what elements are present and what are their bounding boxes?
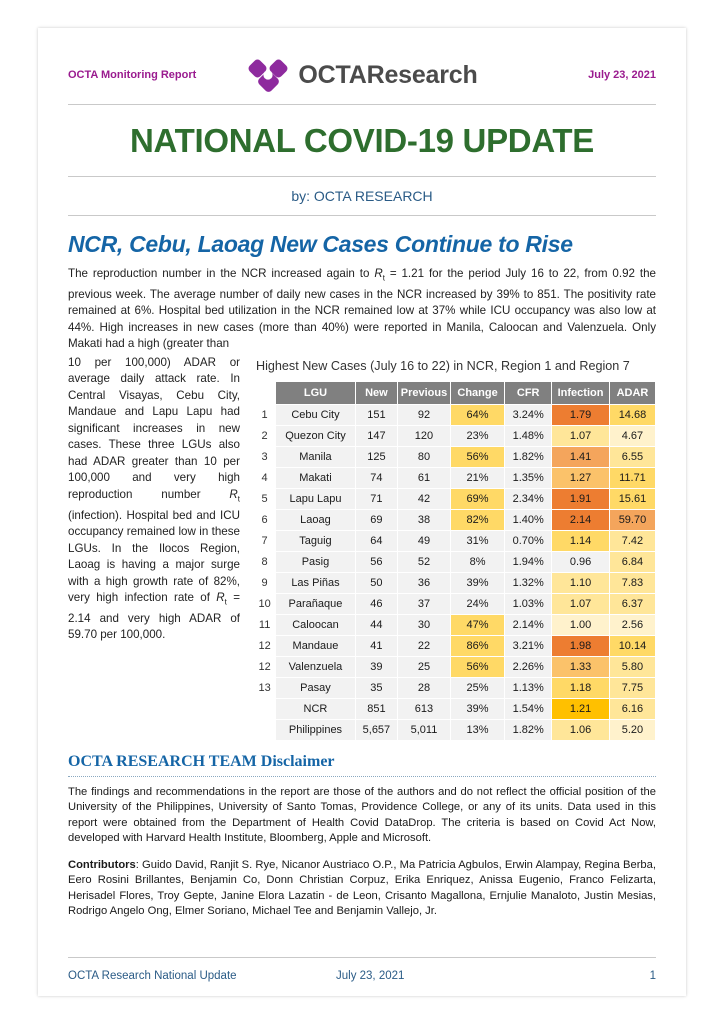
cell-infection: 1.91 — [552, 488, 610, 509]
row-index: 9 — [254, 572, 276, 593]
cell-change: 69% — [450, 488, 504, 509]
cell-previous: 42 — [398, 488, 451, 509]
table-row[interactable] — [254, 404, 656, 425]
cell-change: 25% — [450, 677, 504, 698]
cell-change: 8% — [450, 551, 504, 572]
cell-infection: 1.06 — [552, 719, 610, 740]
cell-previous: 5,011 — [398, 719, 451, 740]
table-header-lgu: LGU — [276, 381, 356, 404]
table-header-row — [254, 381, 656, 404]
table-row[interactable] — [254, 614, 656, 635]
cell-cfr: 1.35% — [505, 467, 552, 488]
cell-infection: 1.00 — [552, 614, 610, 635]
cell-change: 23% — [450, 425, 504, 446]
row-index: 10 — [254, 593, 276, 614]
table-header-adar: ADAR — [609, 381, 655, 404]
table-row[interactable] — [254, 593, 656, 614]
row-index — [254, 698, 276, 719]
cell-cfr: 1.48% — [505, 425, 552, 446]
article-headline: NCR, Cebu, Laoag New Cases Continue to Rise — [68, 231, 573, 257]
cell-adar: 7.75 — [609, 677, 655, 698]
table-row[interactable] — [254, 698, 656, 719]
cell-lgu: NCR — [276, 698, 356, 719]
cell-cfr: 0.70% — [505, 530, 552, 551]
cell-new: 64 — [355, 530, 397, 551]
cell-lgu: Philippines — [276, 719, 356, 740]
table-row[interactable] — [254, 509, 656, 530]
cell-infection: 2.14 — [552, 509, 610, 530]
article-intro-text: The reproduction number in the NCR increased again to $R_t = 1.21$ for the period July 16 to 22, from 0.92 the previous week. The average number of daily new cases in the NCR increased by 39% to 851. The positivity rate remained at 6%. Hospital bed utilization in the NCR remained low at 37% while ICU occupancy was also low at 44%. High increases in new cases (more than 40%) were reported in Manila, Caloocan and Valenzuela. Only Makati had a high (greater than — [68, 267, 656, 351]
row-index: 7 — [254, 530, 276, 551]
row-index: 12 — [254, 635, 276, 656]
cell-adar: 5.80 — [609, 656, 655, 677]
cell-change: 64% — [450, 404, 504, 425]
cell-cfr: 1.32% — [505, 572, 552, 593]
cell-cfr: 2.26% — [505, 656, 552, 677]
cell-infection: 1.33 — [552, 656, 610, 677]
cell-new: 46 — [355, 593, 397, 614]
cell-previous: 37 — [398, 593, 451, 614]
cell-cfr: 3.21% — [505, 635, 552, 656]
footer-left: OCTA Research National Update — [68, 970, 237, 982]
row-index — [254, 719, 276, 740]
row-index: 1 — [254, 404, 276, 425]
table-header-infection: Infection — [552, 381, 610, 404]
cell-change: 31% — [450, 530, 504, 551]
cell-infection: 1.98 — [552, 635, 610, 656]
table-row[interactable] — [254, 572, 656, 593]
cell-adar: 14.68 — [609, 404, 655, 425]
cell-change: 56% — [450, 446, 504, 467]
cell-previous: 80 — [398, 446, 451, 467]
cell-lgu: Pasay — [276, 677, 356, 698]
cell-cfr: 1.13% — [505, 677, 552, 698]
cell-previous: 30 — [398, 614, 451, 635]
cell-previous: 22 — [398, 635, 451, 656]
cell-change: 13% — [450, 719, 504, 740]
cell-adar: 11.71 — [609, 467, 655, 488]
cell-lgu: Lapu Lapu — [276, 488, 356, 509]
cell-previous: 25 — [398, 656, 451, 677]
cell-previous: 52 — [398, 551, 451, 572]
report-sheet — [38, 28, 686, 996]
brand — [246, 53, 477, 97]
cell-new: 71 — [355, 488, 397, 509]
table-header-change: Change — [450, 381, 504, 404]
page-title: NATIONAL COVID-19 UPDATE — [129, 122, 594, 159]
cell-change: 47% — [450, 614, 504, 635]
disclaimer-body: The findings and recommendations in the report are those of the authors and do not reflect the official position of the University of the Philippines, University of Santo Tomas, Providence College, or any of its units. Data used in this report were obtained from the Department of Health Covid DataDrop. The criteria is based on Covid Act Now, developed with Harvard Health Institute, Bloomberg, Apple and Microsoft. — [68, 785, 656, 845]
report-header — [68, 46, 656, 104]
row-index: 11 — [254, 614, 276, 635]
cell-lgu: Caloocan — [276, 614, 356, 635]
cell-new: 44 — [355, 614, 397, 635]
cell-cfr: 3.24% — [505, 404, 552, 425]
row-index: 8 — [254, 551, 276, 572]
cell-lgu: Makati — [276, 467, 356, 488]
row-index: 12 — [254, 656, 276, 677]
cell-new: 147 — [355, 425, 397, 446]
cell-change: 21% — [450, 467, 504, 488]
cell-change: 39% — [450, 698, 504, 719]
cell-infection: 1.07 — [552, 593, 610, 614]
cell-lgu: Laoag — [276, 509, 356, 530]
contributors — [68, 858, 656, 920]
cell-infection: 1.21 — [552, 698, 610, 719]
table-row[interactable] — [254, 530, 656, 551]
cell-cfr: 1.94% — [505, 551, 552, 572]
table-header-index — [254, 381, 276, 404]
cell-change: 24% — [450, 593, 504, 614]
disclaimer-title: OCTA RESEARCH TEAM Disclaimer — [68, 752, 335, 770]
cell-adar: 2.56 — [609, 614, 655, 635]
cell-change: 56% — [450, 656, 504, 677]
table-caption: Highest New Cases (July 16 to 22) in NCR, Region 1 and Region 7 — [256, 358, 630, 373]
table-row[interactable] — [254, 425, 656, 446]
cell-cfr: 2.34% — [505, 488, 552, 509]
table-row[interactable] — [254, 488, 656, 509]
cell-infection: 1.10 — [552, 572, 610, 593]
cell-change: 39% — [450, 572, 504, 593]
cell-previous: 61 — [398, 467, 451, 488]
cell-infection: 1.14 — [552, 530, 610, 551]
cell-adar: 59.70 — [609, 509, 655, 530]
cell-lgu: Las Piñas — [276, 572, 356, 593]
header-date: July 23, 2021 — [588, 69, 656, 81]
table-row[interactable] — [254, 467, 656, 488]
contributors-list: : Guido David, Ranjit S. Rye, Nicanor Austriaco O.P., Ma Patricia Agbulos, Erwin Alampay, Regina Berba, Eero Rosini Brillantes, Benjamin Co, Donn Christian Corpuz, Erika Enriquez, Anissa Eugenio, Franco Felizarta, Herisadel Flores, Troy Gepte, Janine Elora Lazatin - de Leon, Crisanto Magallona, Ernjulie Manaloto, Justin Mesias, Rodrigo Angelo Ong, Elmer Soriano, Michael Tee and Benjamin Vallejo, Jr. — [68, 858, 656, 918]
cell-previous: 36 — [398, 572, 451, 593]
table-row[interactable] — [254, 446, 656, 467]
cell-change: 82% — [450, 509, 504, 530]
cell-lgu: Quezon City — [276, 425, 356, 446]
cell-adar: 5.20 — [609, 719, 655, 740]
cell-adar: 6.84 — [609, 551, 655, 572]
cell-cfr: 1.82% — [505, 446, 552, 467]
cell-change: 86% — [450, 635, 504, 656]
cell-adar: 15.61 — [609, 488, 655, 509]
table-body — [254, 404, 656, 740]
table-row[interactable] — [254, 551, 656, 572]
octa-logo-icon — [246, 53, 290, 97]
cell-infection: 1.79 — [552, 404, 610, 425]
cell-infection: 1.18 — [552, 677, 610, 698]
cell-adar: 6.16 — [609, 698, 655, 719]
row-index: 5 — [254, 488, 276, 509]
contributors-label: Contributors — [68, 858, 136, 871]
article-left-column: 10 per 100,000) ADAR or average daily attack rate. In Central Visayas, Cebu City, Mandaue and Lapu Lapu had significant increases in new cases. These three LGUs also had ADAR greater than 10 per 100,000 and very high reproduction number $R_t$ (infection). Hospital bed and ICU occupancy remained low in these LGUs. In the Ilocos Region, Laoag is having a major surge with a high growth rate of 82%, very high infection rate of $R_t = 2.14$ and very high ADAR of 59.70 per 100,000. — [68, 355, 240, 642]
byline: by: OCTA RESEARCH — [291, 188, 433, 204]
disclaimer-divider — [68, 776, 656, 777]
cell-infection: 1.27 — [552, 467, 610, 488]
row-index: 3 — [254, 446, 276, 467]
cell-lgu: Taguig — [276, 530, 356, 551]
row-index: 2 — [254, 425, 276, 446]
cell-previous: 120 — [398, 425, 451, 446]
cell-new: 851 — [355, 698, 397, 719]
cell-new: 35 — [355, 677, 397, 698]
article-columns — [68, 355, 656, 741]
cell-adar: 7.42 — [609, 530, 655, 551]
brand-name: OCTAResearch — [298, 60, 478, 89]
row-index: 4 — [254, 467, 276, 488]
cell-lgu: Manila — [276, 446, 356, 467]
cell-infection: 1.07 — [552, 425, 610, 446]
highest-new-cases-table — [254, 381, 656, 741]
row-index: 13 — [254, 677, 276, 698]
footer-divider — [68, 957, 656, 958]
cell-previous: 28 — [398, 677, 451, 698]
article-intro — [68, 266, 656, 353]
cell-previous: 38 — [398, 509, 451, 530]
cell-lgu: Parañaque — [276, 593, 356, 614]
cell-new: 74 — [355, 467, 397, 488]
cell-new: 151 — [355, 404, 397, 425]
cell-infection: 0.96 — [552, 551, 610, 572]
cell-new: 50 — [355, 572, 397, 593]
table-row[interactable] — [254, 656, 656, 677]
cell-new: 69 — [355, 509, 397, 530]
footer-page-number: 1 — [649, 970, 656, 982]
table-row[interactable] — [254, 719, 656, 740]
cell-previous: 613 — [398, 698, 451, 719]
cell-cfr: 1.54% — [505, 698, 552, 719]
cell-cfr: 2.14% — [505, 614, 552, 635]
cell-cfr: 1.03% — [505, 593, 552, 614]
cell-lgu: Mandaue — [276, 635, 356, 656]
table-header-previous: Previous — [398, 381, 451, 404]
table-header-cfr: CFR — [505, 381, 552, 404]
cell-lgu: Cebu City — [276, 404, 356, 425]
cell-lgu: Valenzuela — [276, 656, 356, 677]
cell-cfr: 1.40% — [505, 509, 552, 530]
cell-adar: 6.55 — [609, 446, 655, 467]
cell-infection: 1.41 — [552, 446, 610, 467]
header-report-label: OCTA Monitoring Report — [68, 69, 197, 81]
footer-date: July 23, 2021 — [336, 970, 405, 982]
cell-new: 5,657 — [355, 719, 397, 740]
cell-new: 39 — [355, 656, 397, 677]
table-section — [254, 355, 656, 741]
cell-new: 56 — [355, 551, 397, 572]
table-header-new: New — [355, 381, 397, 404]
cell-adar: 6.37 — [609, 593, 655, 614]
cell-adar: 7.83 — [609, 572, 655, 593]
table-row[interactable] — [254, 677, 656, 698]
cell-adar: 4.67 — [609, 425, 655, 446]
cell-lgu: Pasig — [276, 551, 356, 572]
cell-cfr: 1.82% — [505, 719, 552, 740]
report-footer — [68, 970, 656, 982]
row-index: 6 — [254, 509, 276, 530]
cell-new: 125 — [355, 446, 397, 467]
cell-previous: 92 — [398, 404, 451, 425]
cell-previous: 49 — [398, 530, 451, 551]
cell-adar: 10.14 — [609, 635, 655, 656]
table-row[interactable] — [254, 635, 656, 656]
cell-new: 41 — [355, 635, 397, 656]
